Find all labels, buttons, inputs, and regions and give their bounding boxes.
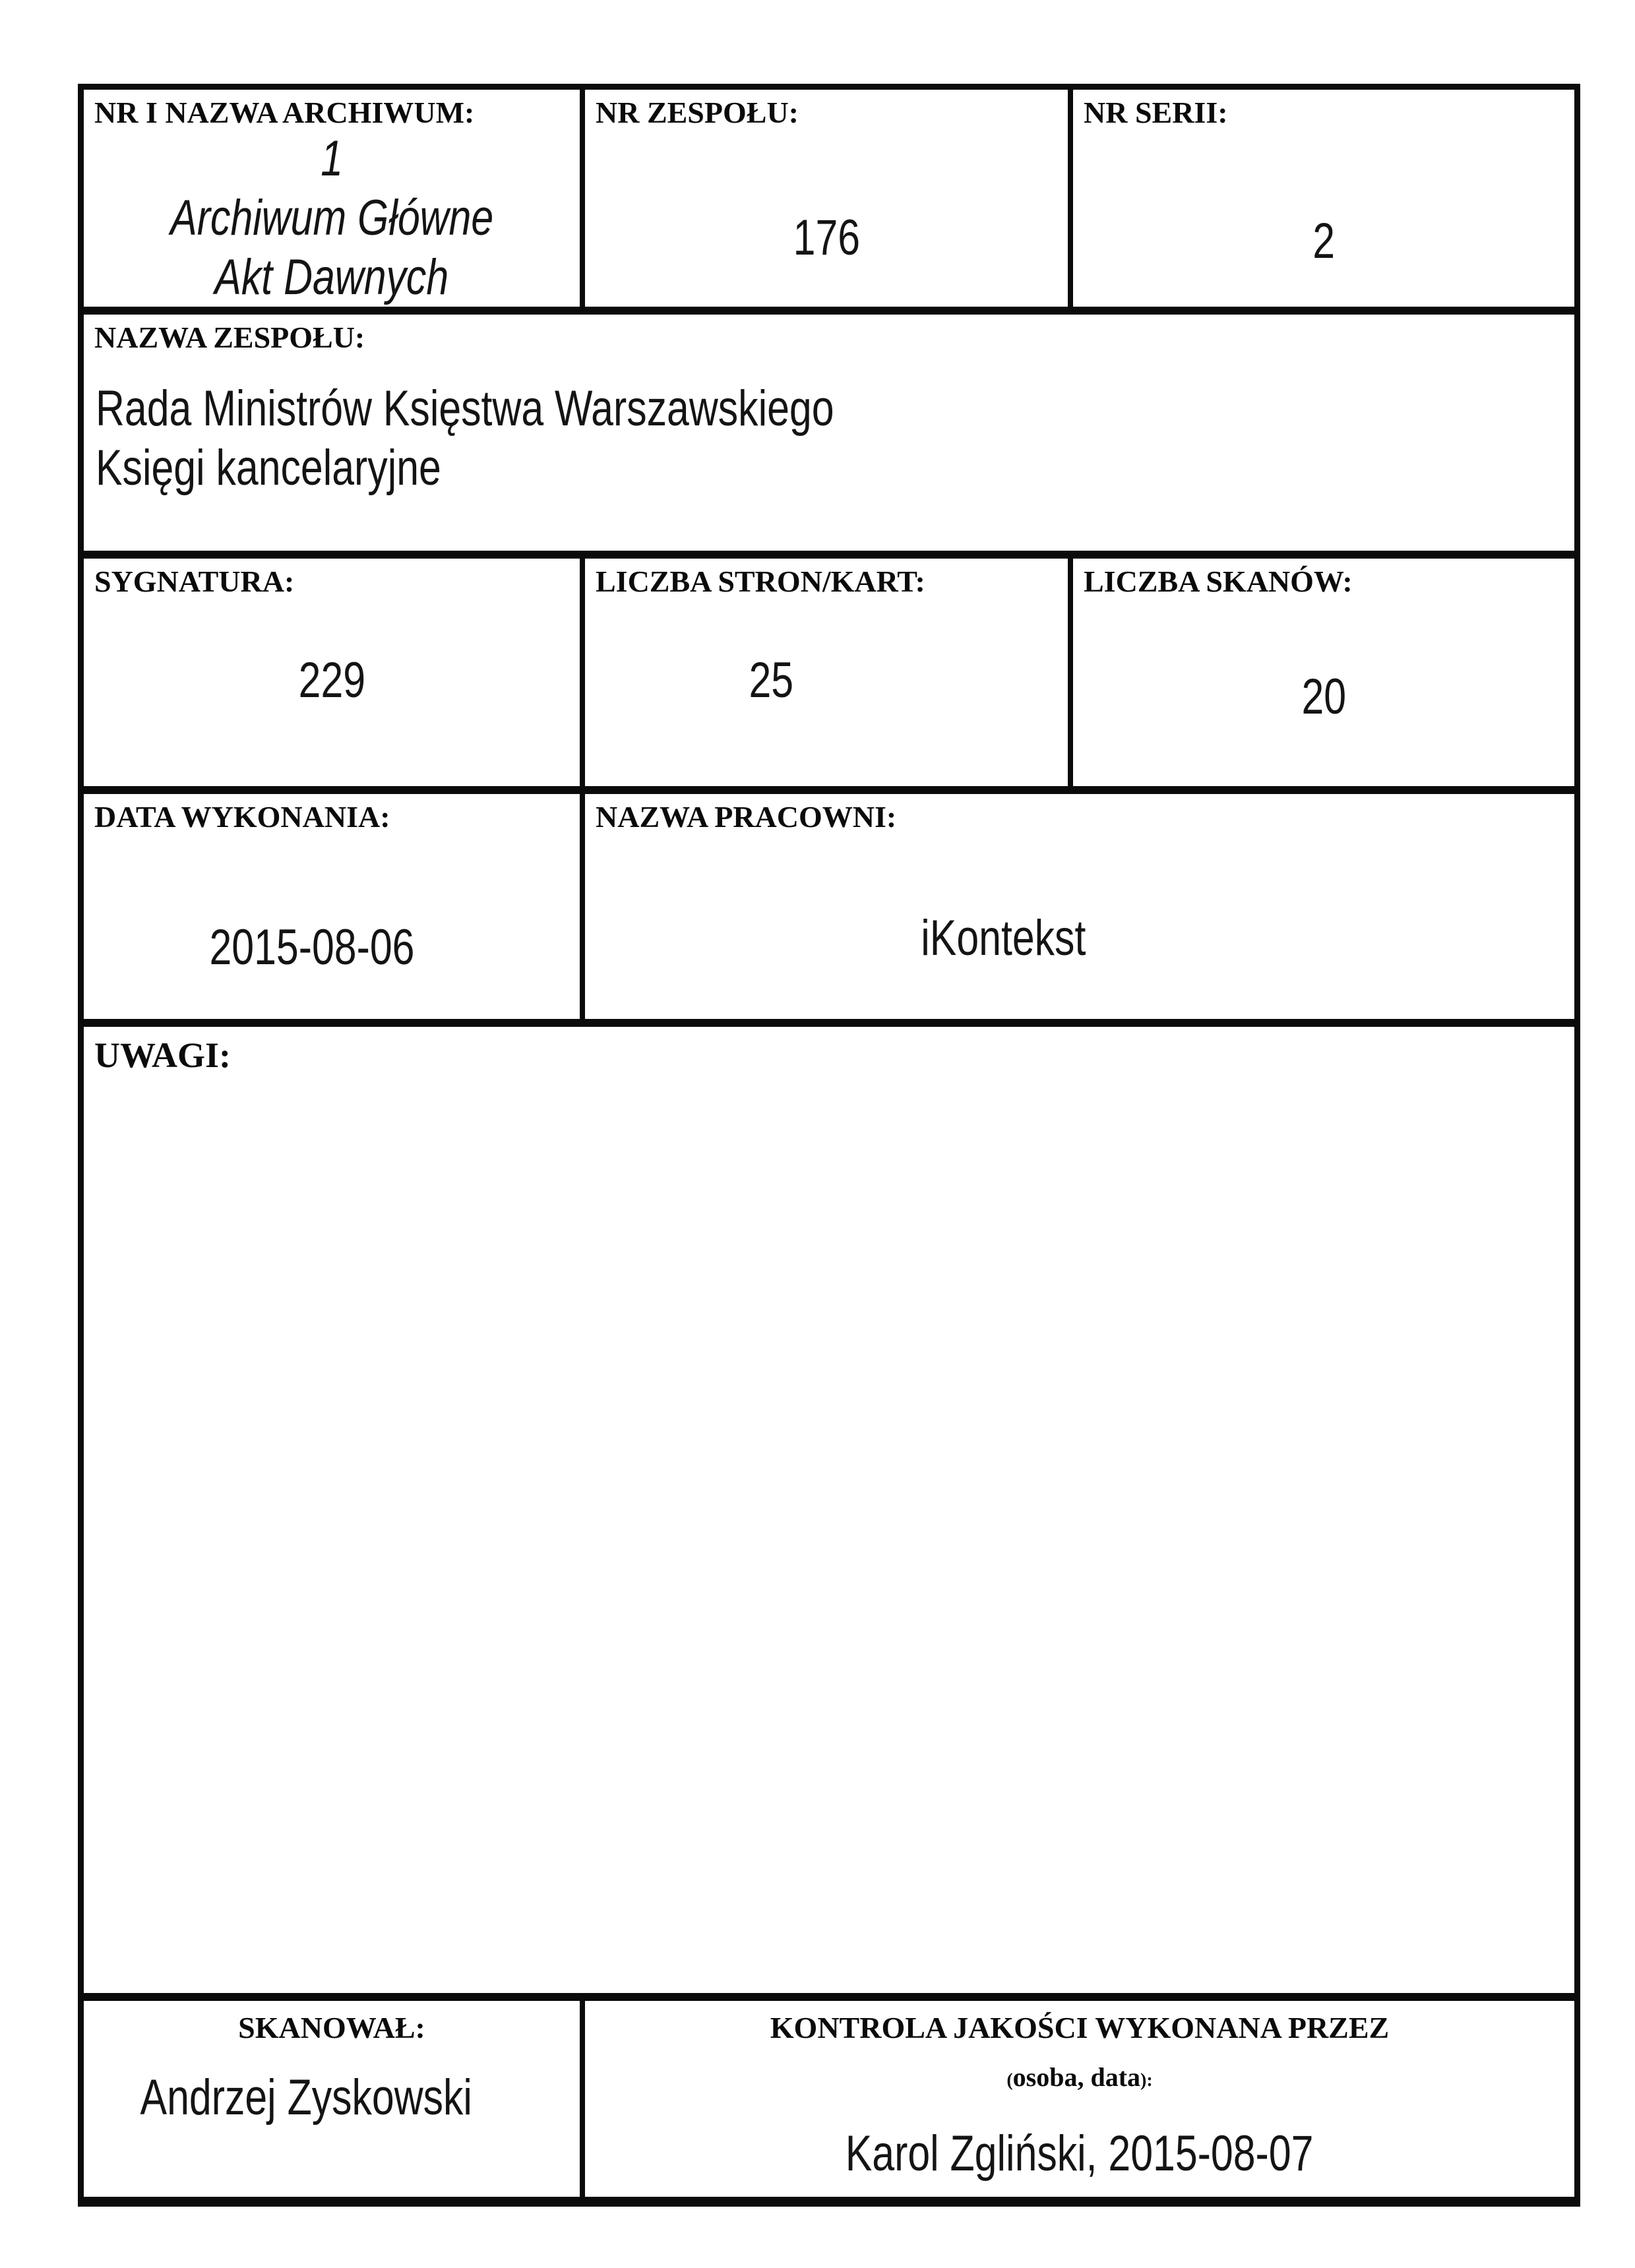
pages-count-label: LICZBA STRON/KART: (596, 565, 925, 598)
scanned-by-label: SKANOWAŁ: (238, 2011, 425, 2044)
quality-control-value: Karol Zgliński, 2015-08-07 (846, 2126, 1314, 2182)
archive-metadata-table (78, 84, 1580, 2207)
cell-fonds-number (585, 90, 1073, 315)
signature-value: 229 (298, 652, 365, 708)
quality-control-sublabel: (osoba, data): (1006, 2062, 1153, 2092)
remarks-label: UWAGI: (94, 1035, 231, 1075)
cell-scans-count (1073, 559, 1574, 794)
fonds-name-line2: Księgi kancelaryjne (96, 440, 441, 496)
cell-signature (84, 559, 585, 794)
cell-scanned-by (84, 2001, 585, 2197)
archive-name-line1: Archiwum Główne (170, 190, 493, 246)
cell-execution-date (84, 794, 585, 1027)
cell-quality-control (585, 2001, 1574, 2197)
cell-pages-count (585, 559, 1073, 794)
series-number-value: 2 (1312, 213, 1335, 269)
archive-number-value: 1 (321, 131, 343, 187)
pages-count-value: 25 (749, 652, 793, 708)
scans-count-value: 20 (1301, 669, 1346, 725)
series-number-label: NR SERII: (1084, 96, 1228, 129)
quality-control-label: KONTROLA JAKOŚCI WYKONANA PRZEZ (770, 2011, 1390, 2044)
fonds-name-values (84, 379, 1574, 498)
cell-archive (84, 90, 585, 315)
workshop-value: iKontekst (920, 910, 1086, 966)
scanned-by-value: Andrzej Zyskowski (140, 2069, 473, 2126)
cell-fonds-name (84, 315, 1574, 559)
fonds-number-label: NR ZESPOŁU: (596, 96, 799, 129)
fonds-name-line1: Rada Ministrów Księstwa Warszawskiego (96, 381, 834, 437)
archive-name-line2: Akt Dawnych (214, 249, 449, 305)
cell-workshop (585, 794, 1574, 1027)
scans-count-label: LICZBA SKANÓW: (1084, 565, 1353, 598)
fonds-number-value: 176 (793, 210, 860, 266)
workshop-label: NAZWA PRACOWNI: (596, 800, 897, 834)
archive-label: NR I NAZWA ARCHIWUM: (94, 96, 475, 129)
execution-date-value: 2015-08-06 (209, 919, 415, 975)
cell-remarks (84, 1027, 1574, 2001)
execution-date-label: DATA WYKONANIA: (94, 800, 390, 834)
fonds-name-label: NAZWA ZESPOŁU: (94, 321, 365, 354)
signature-label: SYGNATURA: (94, 565, 295, 598)
archive-values (84, 129, 580, 307)
cell-series-number (1073, 90, 1574, 315)
